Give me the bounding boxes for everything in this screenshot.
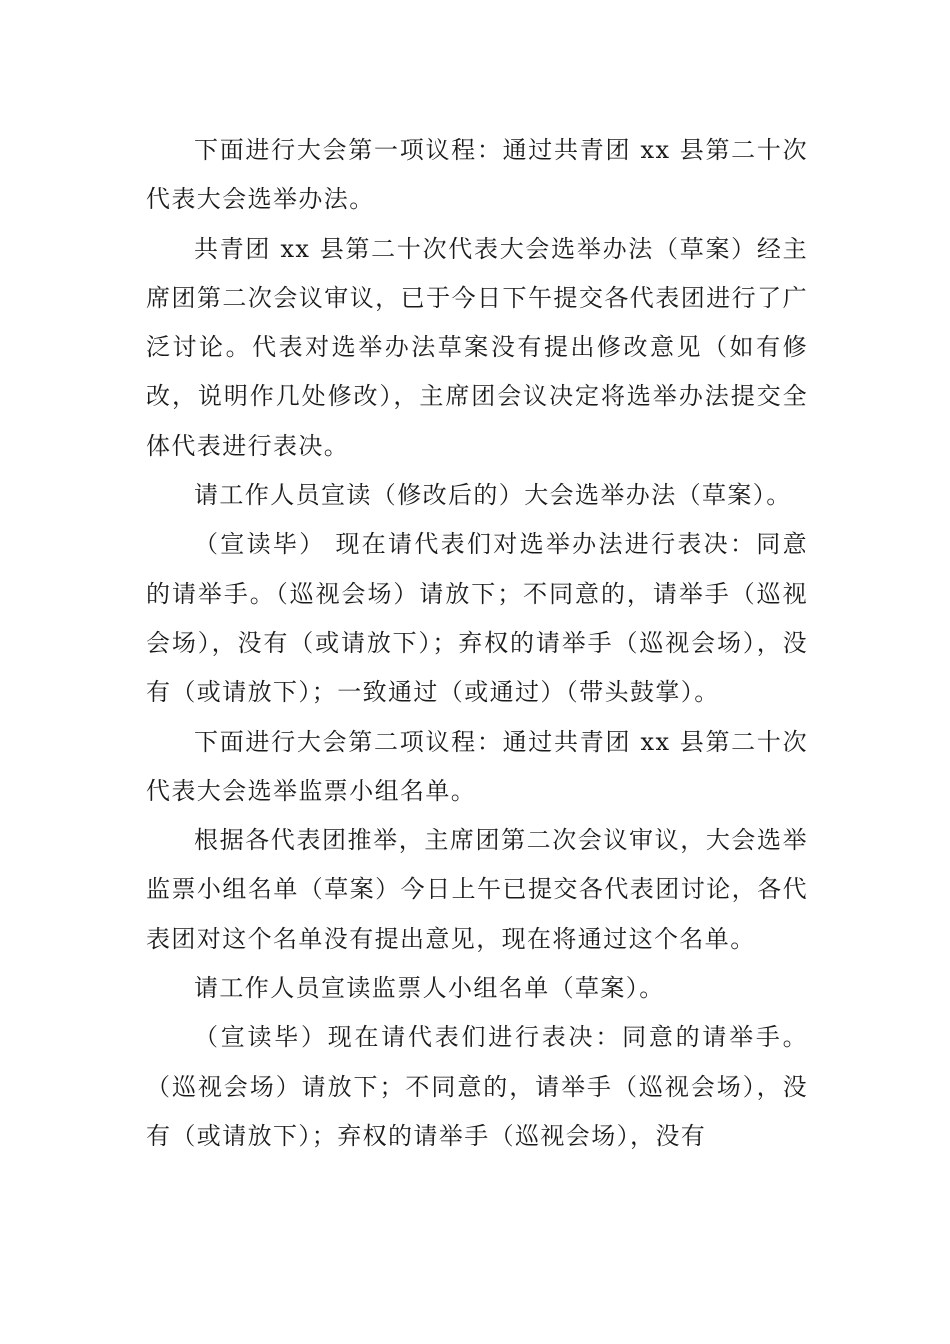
paragraph-election-method-review: 共青团 xx 县第二十次代表大会选举办法（草案）经主席团第二次会议审议，已于今日下午提交各代表团进行了广泛讨论。代表对选举办法草案没有提出修改意见（如有修改，说明作几处修改），主席团会议决定将选举办法提交全体代表进行表决。 bbox=[146, 234, 808, 460]
paragraph-scrutineer-list-review: 根据各代表团推举，主席团第二次会议审议，大会选举监票小组名单（草案）今日上午已提交各代表团讨论，各代表团对这个名单没有提出意见，现在将通过这个名单。 bbox=[146, 826, 808, 953]
paragraph-read-scrutineer-list: 请工作人员宣读监票人小组名单（草案）。 bbox=[194, 974, 665, 1003]
document-body bbox=[146, 126, 808, 1161]
paragraph-vote-scrutineer-list: （宣读毕）现在请代表们进行表决：同意的请举手。（巡视会场）请放下；不同意的，请举手（巡视会场），没有（或请放下）；弃权的请举手（巡视会场），没有 bbox=[146, 1023, 808, 1150]
paragraph-vote-election-method: （宣读毕） 现在请代表们对选举办法进行表决：同意的请举手。（巡视会场）请放下；不同意的，请举手（巡视会场），没有（或请放下）；弃权的请举手（巡视会场），没有（或请放下）；一致通过（或通过）（带头鼓掌）。 bbox=[146, 530, 808, 707]
paragraph-agenda-item-1: 下面进行大会第一项议程：通过共青团 xx 县第二十次代表大会选举办法。 bbox=[146, 136, 808, 214]
paragraph-read-election-method: 请工作人员宣读（修改后的）大会选举办法（草案）。 bbox=[194, 481, 792, 510]
paragraph-agenda-item-2: 下面进行大会第二项议程：通过共青团 xx 县第二十次代表大会选举监票小组名单。 bbox=[146, 727, 808, 805]
